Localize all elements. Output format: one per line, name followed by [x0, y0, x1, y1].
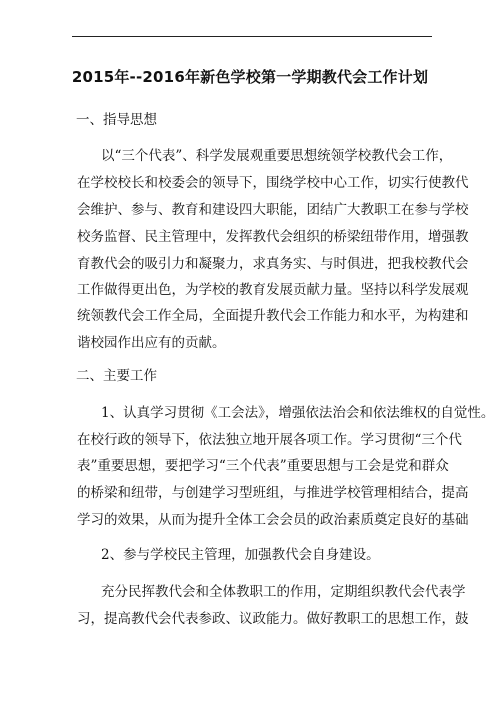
text-line: 充分民挥教代会和全体教职工的作用，定期组织教代会代表学	[101, 584, 466, 600]
text-line: 以“三个代表”、科学发展观重要思想统领学校教代会工作，	[101, 148, 453, 164]
text-line: 育教代会的吸引力和凝聚力，求真务实、与时俱进，把我校教代会	[77, 256, 469, 272]
text-line: 校务监督、民主管理中，发挥教代会组织的桥梁纽带作用，增强教	[77, 229, 469, 245]
section-heading-main-work: 二、主要工作	[76, 368, 157, 384]
text-line: 在校行政的领导下，依法独立地开展各项工作。学习贯彻“三个代	[77, 432, 462, 448]
section-heading-guiding-ideology: 一、指导思想	[76, 112, 157, 128]
text-line: 表”重要思想，要把学习“三个代表”重要思想与工会是党和群众	[77, 458, 449, 474]
text-line: 在学校校长和校委会的领导下，围绕学校中心工作，切实行使教代	[77, 175, 469, 191]
document-title: 2015年--2016年新色学校第一学期教代会工作计划	[71, 68, 429, 86]
text-line: 统领教代会工作全局，全面提升教代会工作能力和水平，为构建和	[77, 308, 469, 324]
text-line: 2、参与学校民主管理，加强教代会自身建设。	[101, 547, 380, 563]
text-line: 工作做得更出色，为学校的教育发展贡献力量。坚持以科学发展观	[77, 282, 469, 298]
text-line: 会维护、参与、教育和建设四大职能，团结广大教职工在参与学校	[77, 202, 469, 218]
text-line: 习，提高教代会代表参政、议政能力。做好教职工的思想工作，鼓	[77, 611, 469, 627]
text-line: 谐校园作出应有的贡献。	[77, 335, 226, 351]
text-line: 学习的效果，从而为提升全体工会会员的政治素质奠定良好的基础	[77, 512, 469, 528]
text-line: 1、认真学习贯彻《工会法》，增强依法治会和依法维权的自觉性。	[101, 405, 495, 421]
text-line: 的桥梁和纽带，与创建学习型班组，与推进学校管理相结合，提高	[77, 485, 469, 501]
header-rule	[72, 36, 432, 37]
